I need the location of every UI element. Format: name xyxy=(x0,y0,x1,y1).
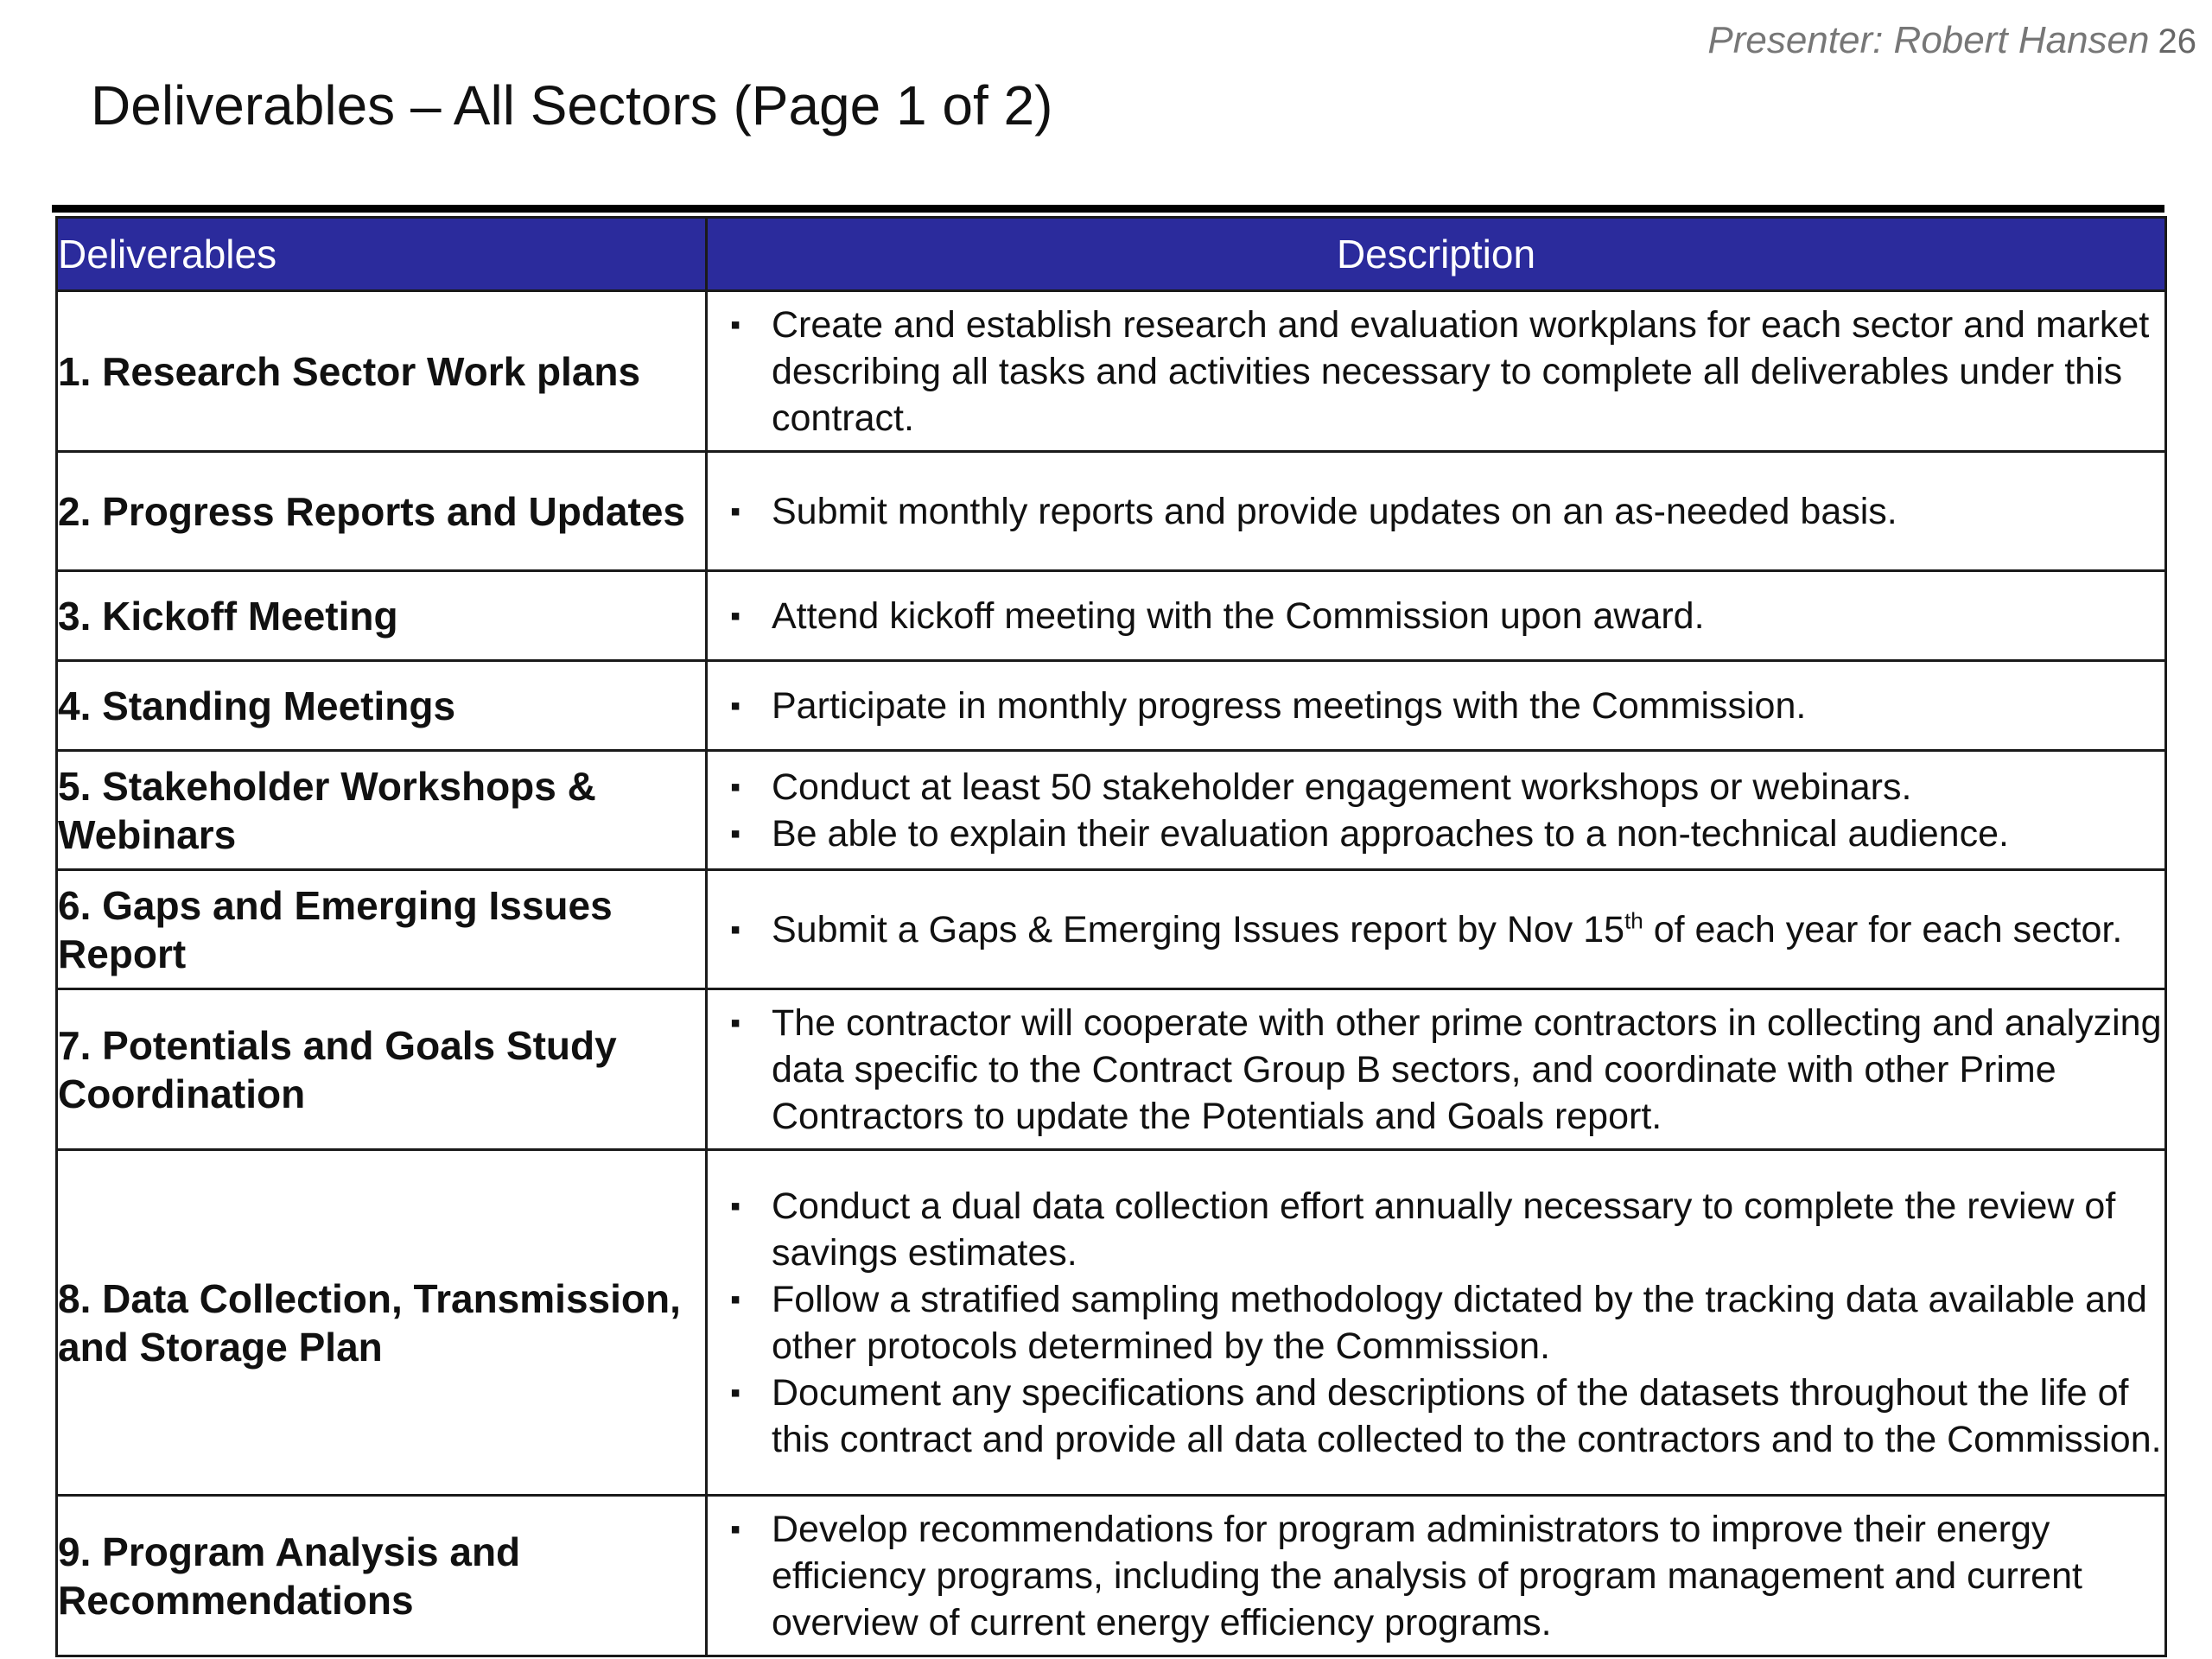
description-cell xyxy=(707,870,2166,989)
bullet-item: ▪ Be able to explain their evaluation approaches to a non-technical audience. xyxy=(708,810,2164,857)
bullet-list xyxy=(708,906,2164,953)
description-cell xyxy=(707,661,2166,751)
presenter-line xyxy=(1707,19,2196,62)
bullet-list xyxy=(708,302,2164,442)
bullet-list xyxy=(708,1506,2164,1646)
table-header-row xyxy=(57,218,2166,291)
table-row xyxy=(57,1496,2166,1656)
table-row xyxy=(57,1150,2166,1496)
bullet-list xyxy=(708,764,2164,857)
deliverable-cell: 7. Potentials and Goals Study Coordination xyxy=(57,989,707,1150)
description-cell xyxy=(707,1150,2166,1496)
description-cell xyxy=(707,452,2166,571)
deliverable-cell: 8. Data Collection, Transmission, and Storage Plan xyxy=(57,1150,707,1496)
page-title: Deliverables – All Sectors (Page 1 of 2) xyxy=(91,74,1053,137)
title-divider xyxy=(52,205,2164,213)
bullet-text: of each year for each sector. xyxy=(1643,908,2123,950)
description-cell xyxy=(707,751,2166,870)
description-cell xyxy=(707,989,2166,1150)
bullet-list xyxy=(708,488,2164,535)
bullet-item: ▪ Conduct a dual data collection effort annually necessary to complete the review of savings estimates. xyxy=(708,1183,2164,1276)
table-row xyxy=(57,291,2166,452)
description-cell xyxy=(707,1496,2166,1656)
column-header-deliverables: Deliverables xyxy=(57,218,707,291)
description-cell xyxy=(707,571,2166,661)
bullet-item: ▪ Participate in monthly progress meetings with the Commission. xyxy=(708,683,2164,729)
description-cell xyxy=(707,291,2166,452)
deliverable-cell: 5. Stakeholder Workshops & Webinars xyxy=(57,751,707,870)
table-row xyxy=(57,751,2166,870)
bullet-list xyxy=(708,593,2164,639)
deliverable-cell: 9. Program Analysis and Recommendations xyxy=(57,1496,707,1656)
deliverables-table xyxy=(55,216,2167,1657)
bullet-item: ▪ Attend kickoff meeting with the Commission upon award. xyxy=(708,593,2164,639)
bullet-item: ▪ Follow a stratified sampling methodology dictated by the tracking data available and other protocols determined by the Commission. xyxy=(708,1276,2164,1370)
presenter-name: Presenter: Robert Hansen xyxy=(1707,19,2150,61)
bullet-list xyxy=(708,1000,2164,1140)
deliverable-cell: 6. Gaps and Emerging Issues Report xyxy=(57,870,707,989)
bullet-item: ▪ Submit monthly reports and provide updates on an as-needed basis. xyxy=(708,488,2164,535)
bullet-item xyxy=(708,906,2164,953)
table-row xyxy=(57,571,2166,661)
deliverable-cell: 2. Progress Reports and Updates xyxy=(57,452,707,571)
bullet-item: ▪ Create and establish research and evaluation workplans for each sector and market describing all tasks and activities necessary to complete all deliverables under this contract. xyxy=(708,302,2164,442)
bullet-list xyxy=(708,1183,2164,1463)
ordinal-suffix: th xyxy=(1624,907,1643,934)
bullet-list xyxy=(708,683,2164,729)
column-header-description: Description xyxy=(707,218,2166,291)
bullet-item: ▪ The contractor will cooperate with other prime contractors in collecting and analyzing data specific to the Contract Group B sectors, and coordinate with other Prime Contractors to update the Potentials and Goals report. xyxy=(708,1000,2164,1140)
table-row xyxy=(57,870,2166,989)
bullet-text: Submit a Gaps & Emerging Issues report by Nov 15 xyxy=(772,908,1625,950)
table-row xyxy=(57,989,2166,1150)
page-number: 26 xyxy=(2158,22,2196,60)
deliverable-cell: 1. Research Sector Work plans xyxy=(57,291,707,452)
bullet-item: ▪ Conduct at least 50 stakeholder engagement workshops or webinars. xyxy=(708,764,2164,810)
deliverable-cell: 4. Standing Meetings xyxy=(57,661,707,751)
bullet-item: ▪ Develop recommendations for program administrators to improve their energy efficiency programs, including the analysis of program management and current overview of current energy efficiency programs. xyxy=(708,1506,2164,1646)
table-row xyxy=(57,452,2166,571)
table-row xyxy=(57,661,2166,751)
deliverable-cell: 3. Kickoff Meeting xyxy=(57,571,707,661)
bullet-item: ▪ Document any specifications and descriptions of the datasets throughout the life of this contract and provide all data collected to the contractors and to the Commission. xyxy=(708,1370,2164,1463)
